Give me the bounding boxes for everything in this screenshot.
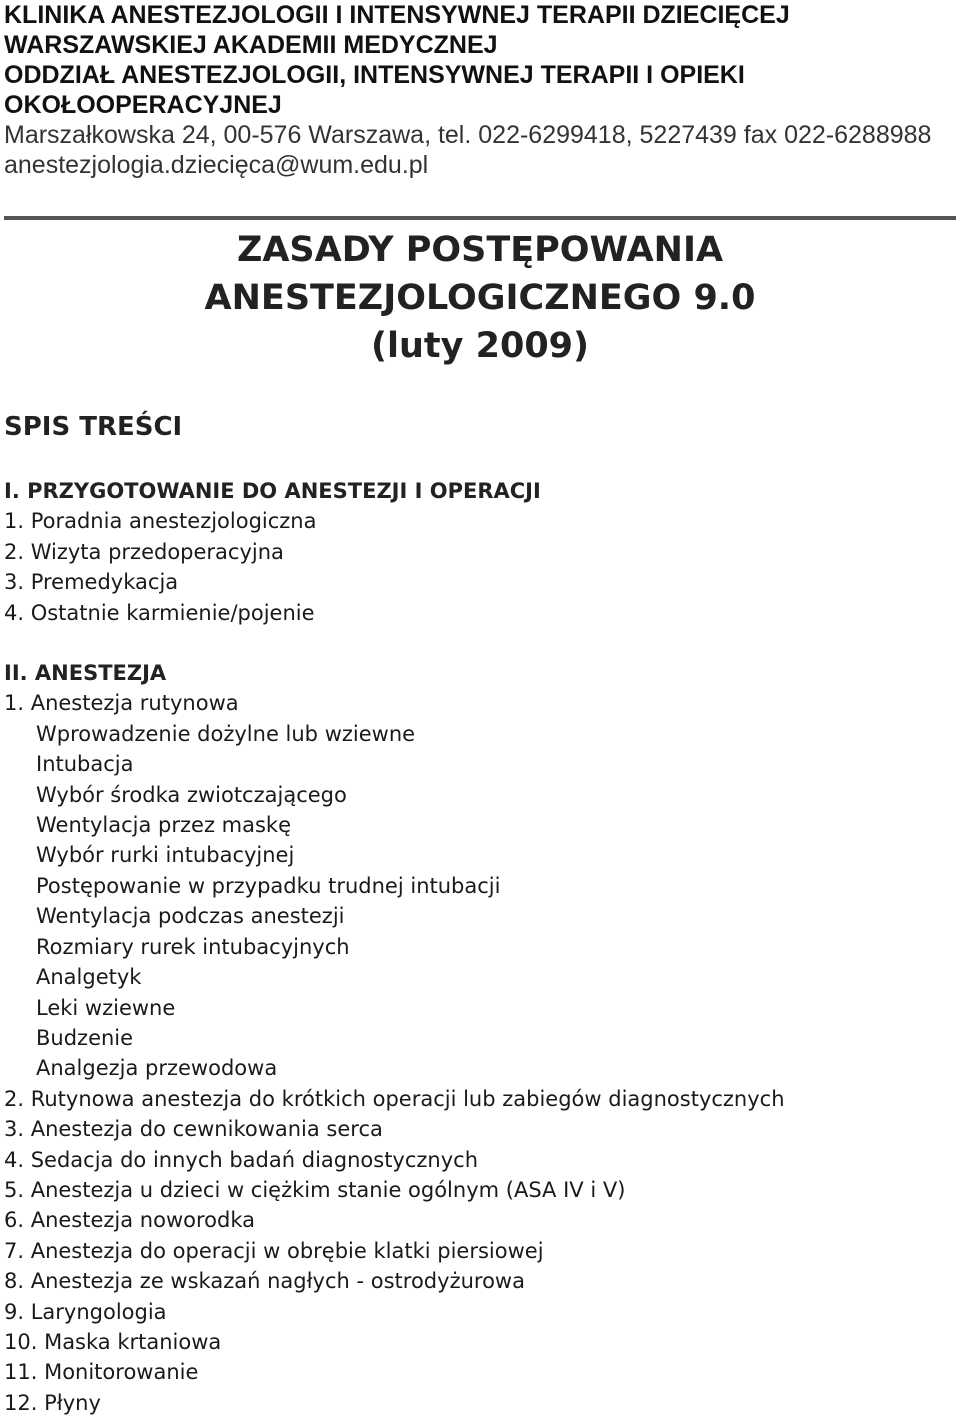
toc-item: 2. Rutynowa anestezja do krótkich operacji lub zabiegów diagnostycznych (4, 1086, 785, 1111)
toc-item: 1. Anestezja rutynowa (4, 691, 239, 716)
toc-item: 9. Laryngologia (4, 1299, 167, 1324)
title-line-2: ANESTEZJOLOGICZNEGO 9.0 (204, 278, 756, 318)
toc-item: 7. Anestezja do operacji w obrębie klatki piersiowej (4, 1238, 544, 1263)
title-line-3: (luty 2009) (370, 326, 590, 366)
toc-subitem: Budzenie (36, 1025, 134, 1050)
toc-subitem: Analgezja przewodowa (36, 1056, 278, 1081)
address-line: Marszałkowska 24, 00-576 Warszawa, tel. 022-6299418, 5227439 fax 022-6288988 (4, 121, 932, 149)
toc-section-2-title: II. ANESTEZJA (4, 661, 167, 686)
toc-subitem: Wentylacja przez maskę (36, 813, 292, 838)
department-name-line-2: OKOŁOOPERACYJNEJ (4, 91, 282, 119)
document-header (4, 0, 954, 180)
toc-heading: SPIS TREŚCI (4, 412, 183, 442)
toc-item: 11. Monitorowanie (4, 1360, 199, 1385)
email-address: anestezjologia.dziecięca@wum.edu.pl (4, 151, 429, 179)
toc-item: 2. Wizyta przedoperacyjna (4, 539, 284, 564)
toc-subitem: Wprowadzenie dożylne lub wziewne (36, 721, 416, 746)
table-of-contents (4, 476, 954, 1418)
toc-item: 3. Anestezja do cewnikowania serca (4, 1117, 383, 1142)
toc-subitem: Postępowanie w przypadku trudnej intubacji (36, 873, 501, 898)
toc-item: 4. Ostatnie karmienie/pojenie (4, 600, 315, 625)
toc-subitem: Wentylacja podczas anestezji (36, 904, 345, 929)
toc-item: 1. Poradnia anestezjologiczna (4, 509, 317, 534)
clinic-name-line-2: WARSZAWSKIEJ AKADEMII MEDYCZNEJ (4, 31, 498, 59)
toc-subitem: Analgetyk (36, 965, 142, 990)
toc-item: 8. Anestezja ze wskazań nagłych - ostrodyżurowa (4, 1269, 525, 1294)
toc-subitem: Wybór środka zwiotczającego (36, 782, 347, 807)
department-name-line-1: ODDZIAŁ ANESTEZJOLOGII, INTENSYWNEJ TERAPII I OPIEKI (4, 61, 745, 89)
toc-item: 12. Płyny (4, 1390, 101, 1415)
title-line-1: ZASADY POSTĘPOWANIA (236, 230, 724, 270)
clinic-name-line-1: KLINIKA ANESTEZJOLOGII I INTENSYWNEJ TERAPII DZIECIĘCEJ (4, 1, 790, 29)
toc-subitem: Intubacja (36, 752, 134, 777)
toc-item: 4. Sedacja do innych badań diagnostycznych (4, 1147, 479, 1172)
toc-subitem: Leki wziewne (36, 995, 176, 1020)
toc-section-1-title: I. PRZYGOTOWANIE DO ANESTEZJI I OPERACJI (4, 479, 541, 503)
toc-item: 10. Maska krtaniowa (4, 1329, 222, 1354)
toc-item: 3. Premedykacja (4, 570, 179, 595)
toc-item: 6. Anestezja noworodka (4, 1208, 255, 1233)
toc-subitem: Wybór rurki intubacyjnej (36, 843, 295, 868)
header-divider (4, 216, 956, 220)
document-title (0, 226, 960, 370)
toc-subitem: Rozmiary rurek intubacyjnych (36, 934, 350, 959)
toc-item: 5. Anestezja u dzieci w ciężkim stanie ogólnym (ASA IV i V) (4, 1177, 626, 1202)
section-spacer (4, 628, 954, 658)
